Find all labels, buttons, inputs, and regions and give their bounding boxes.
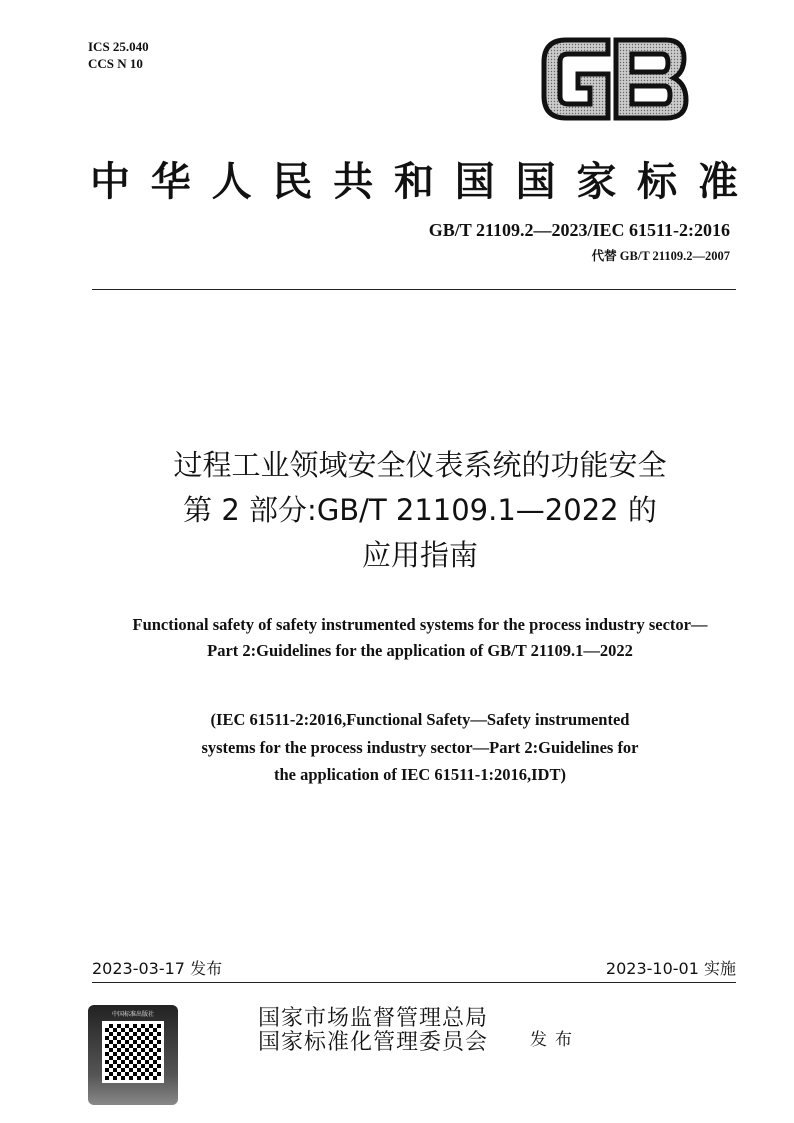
title-line: Part 2:Guidelines for the application of GB/T 21109.1—2022 [207,641,633,660]
qr-label: 中国标准出版社 [111,1012,154,1018]
heading-char: 标 [637,158,678,205]
heading-char: 准 [697,158,738,205]
title-line: 过程工业领域安全仪表系统的功能安全 [173,448,667,482]
issuer: 国家市场监督管理总局 [258,1006,489,1031]
issuing-authorities [258,1007,488,1055]
standard-number: GB/T 21109.2—2023/IEC 61511-2:2016 [428,220,730,240]
ics-code: ICS 25.040 [88,39,149,54]
issue-date: 2023-03-17 发布 [92,959,223,978]
heading-char: 共 [333,158,374,205]
national-standard-heading [90,150,738,207]
header-divider [92,289,736,290]
publish-label: 发布 [530,1030,580,1050]
gb-logo [538,34,690,124]
heading-char: 家 [576,158,617,205]
implementation-date: 2023-10-01 实施 [605,959,736,978]
iec-line: systems for the process industry sector—Part 2:Guidelines for [201,737,639,757]
heading-char: 中 [90,158,130,205]
heading-char: 国 [515,158,556,205]
heading-char: 民 [272,158,313,205]
english-title [0,612,794,664]
title-line: 应用指南 [361,538,478,572]
heading-char: 华 [150,158,191,205]
replaces-standard: 代替 GB/T 21109.2—2007 [591,249,730,263]
title-line: Functional safety of safety instrumented systems for the process industry sector— [132,615,708,634]
heading-char: 人 [211,158,252,205]
classification-codes [88,38,149,72]
qr-code-icon [102,1021,164,1083]
heading-char: 和 [393,158,434,205]
ccs-code: CCS N 10 [88,56,143,71]
iec-line: the application of IEC 61511-1:2016,IDT) [274,765,566,784]
iec-equivalence [0,706,794,789]
title-line: 第 2 部分:GB/T 21109.1—2022 的 [183,493,657,527]
issuer: 国家标准化管理委员会 [258,1030,489,1055]
qr-anti-counterfeit-sticker[interactable] [88,1005,178,1105]
chinese-title [0,443,794,578]
footer-divider [92,982,736,983]
heading-char: 国 [454,158,495,205]
iec-line: (IEC 61511-2:2016,Functional Safety—Safety instrumented [210,710,630,729]
